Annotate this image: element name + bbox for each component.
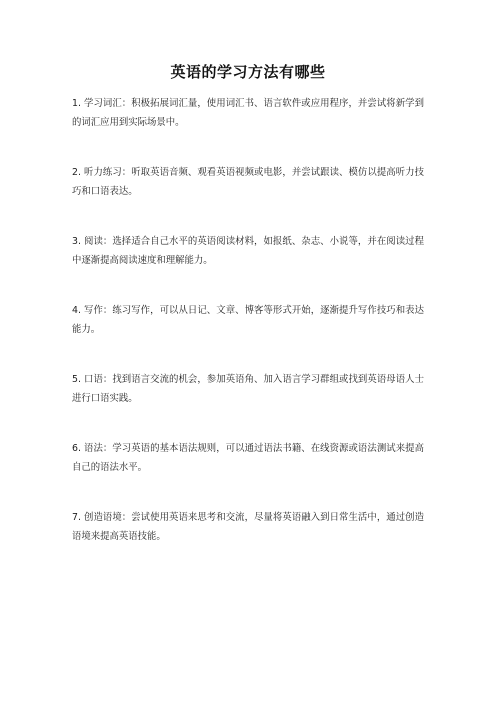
method-item-5: 5. 口语：找到语言交流的机会，参加英语角、加入语言学习群组或找到英语母语人士进行口语实践。 — [72, 374, 424, 404]
method-item-6: 6. 语法：学习英语的基本语法规则，可以通过语法书籍、在线资源或语法测试来提高自己的语法水平。 — [72, 443, 424, 473]
method-item-2: 2. 听力练习：听取英语音频、观看英语视频或电影，并尝试跟读、模仿以提高听力技巧和口语表达。 — [72, 167, 424, 197]
method-list — [72, 94, 424, 577]
method-item-7: 7. 创造语境：尝试使用英语来思考和交流，尽量将英语融入到日常生活中，通过创造语境来提高英语技能。 — [72, 512, 424, 542]
method-item-1: 1. 学习词汇：积极拓展词汇量，使用词汇书、语言软件或应用程序，并尝试将新学到的词汇应用到实际场景中。 — [72, 98, 424, 128]
method-item-3: 3. 阅读：选择适合自己水平的英语阅读材料，如报纸、杂志、小说等，并在阅读过程中逐渐提高阅读速度和理解能力。 — [72, 236, 424, 266]
document-title: 英语的学习方法有哪些 — [170, 63, 326, 81]
method-item-4: 4. 写作：练习写作，可以从日记、文章、博客等形式开始，逐渐提升写作技巧和表达能力。 — [72, 305, 424, 335]
